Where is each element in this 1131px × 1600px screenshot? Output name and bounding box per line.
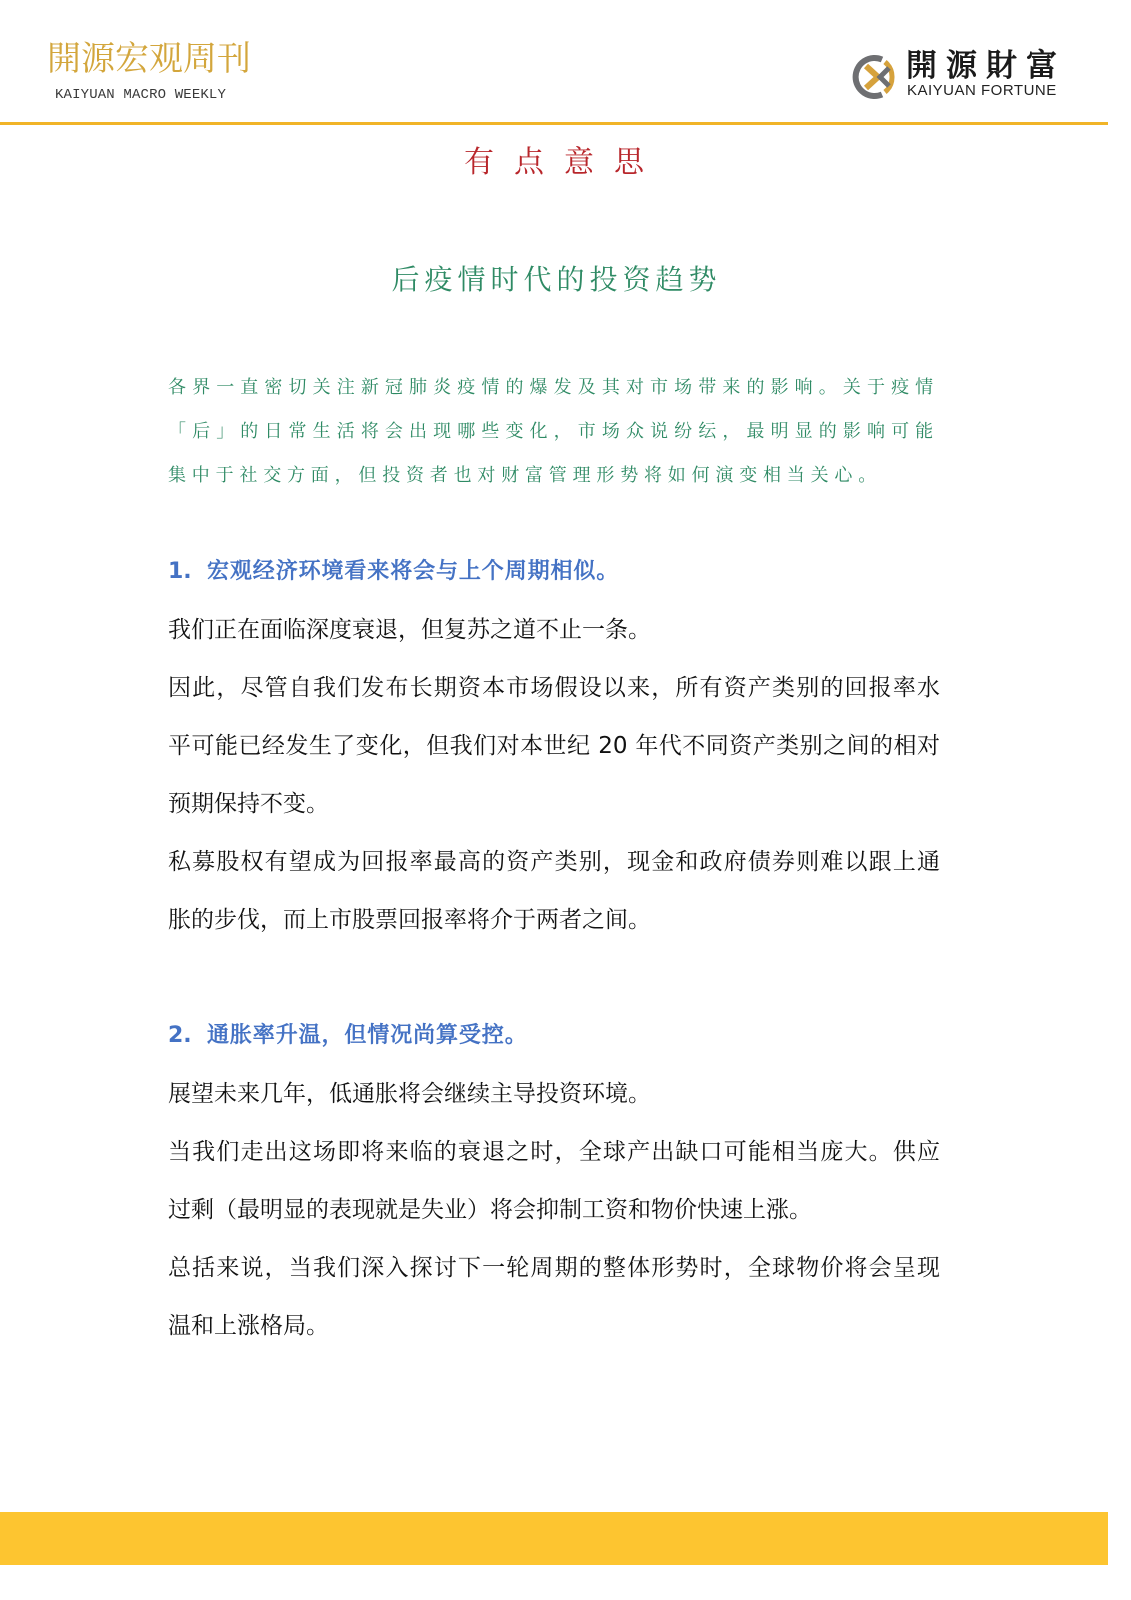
article-body — [168, 543, 940, 1355]
column-label: 有点意思 — [464, 145, 664, 180]
paragraph-line: 展望未来几年，低通胀将会继续主导投资环境。 — [168, 1081, 651, 1107]
publication-title: 開源宏观周刊 — [47, 39, 251, 79]
kaiyuan-fortune-logo-icon — [849, 53, 897, 101]
paragraph-line: 过剩（最明显的表现就是失业）将会抑制工资和物价快速上涨。 — [168, 1197, 812, 1223]
footer-bar — [0, 1512, 1108, 1565]
section-number: 2. — [168, 1023, 192, 1048]
publication-subtitle: KAIYUAN MACRO WEEKLY — [55, 87, 227, 103]
section-1 — [168, 543, 940, 949]
paragraph — [168, 1123, 940, 1239]
paragraph-line: 温和上涨格局。 — [168, 1313, 329, 1339]
intro-line: 各界一直密切关注新冠肺炎疫情的爆发及其对市场带来的影响。关于疫情 — [168, 377, 939, 398]
intro-line: 「后」的日常生活将会出现哪些变化，市场众说纷纭，最明显的影响可能 — [168, 421, 939, 442]
section-2 — [168, 1007, 940, 1355]
paragraph-line: 我们正在面临深度衰退，但复苏之道不止一条。 — [168, 617, 651, 643]
section-heading — [168, 1007, 940, 1065]
article-intro — [168, 366, 939, 498]
brand-name: 開源財富 — [906, 48, 1066, 84]
section-heading-text: 宏观经济环境看来将会与上个周期相似。 — [207, 559, 620, 584]
paragraph-line: 平可能已经发生了变化，但我们对本世纪 20 年代不同资产类别之间的相对 — [168, 733, 940, 759]
intro-line: 集中于社交方面，但投资者也对财富管理形势将如何演变相当关心。 — [168, 465, 882, 486]
paragraph-line: 因此，尽管自我们发布长期资本市场假设以来，所有资产类别的回报率水 — [168, 675, 940, 701]
section-heading — [168, 543, 940, 601]
paragraph-line: 预期保持不变。 — [168, 791, 329, 817]
paragraph — [168, 659, 940, 833]
brand-name-english: KAIYUAN FORTUNE — [907, 82, 1057, 99]
paragraph-line: 私募股权有望成为回报率最高的资产类别，现金和政府债券则难以跟上通 — [168, 849, 940, 875]
paragraph — [168, 1065, 940, 1123]
header-divider — [0, 122, 1108, 125]
paragraph — [168, 833, 940, 949]
paragraph — [168, 601, 940, 659]
paragraph-line: 胀的步伐，而上市股票回报率将介于两者之间。 — [168, 907, 651, 933]
paragraph — [168, 1239, 940, 1355]
section-heading-text: 通胀率升温，但情况尚算受控。 — [207, 1023, 528, 1048]
article-title: 后疫情时代的投资趋势 — [391, 263, 722, 296]
section-number: 1. — [168, 559, 192, 584]
paragraph-line: 总括来说，当我们深入探讨下一轮周期的整体形势时，全球物价将会呈现 — [168, 1255, 940, 1281]
paragraph-line: 当我们走出这场即将来临的衰退之时，全球产出缺口可能相当庞大。供应 — [168, 1139, 940, 1165]
